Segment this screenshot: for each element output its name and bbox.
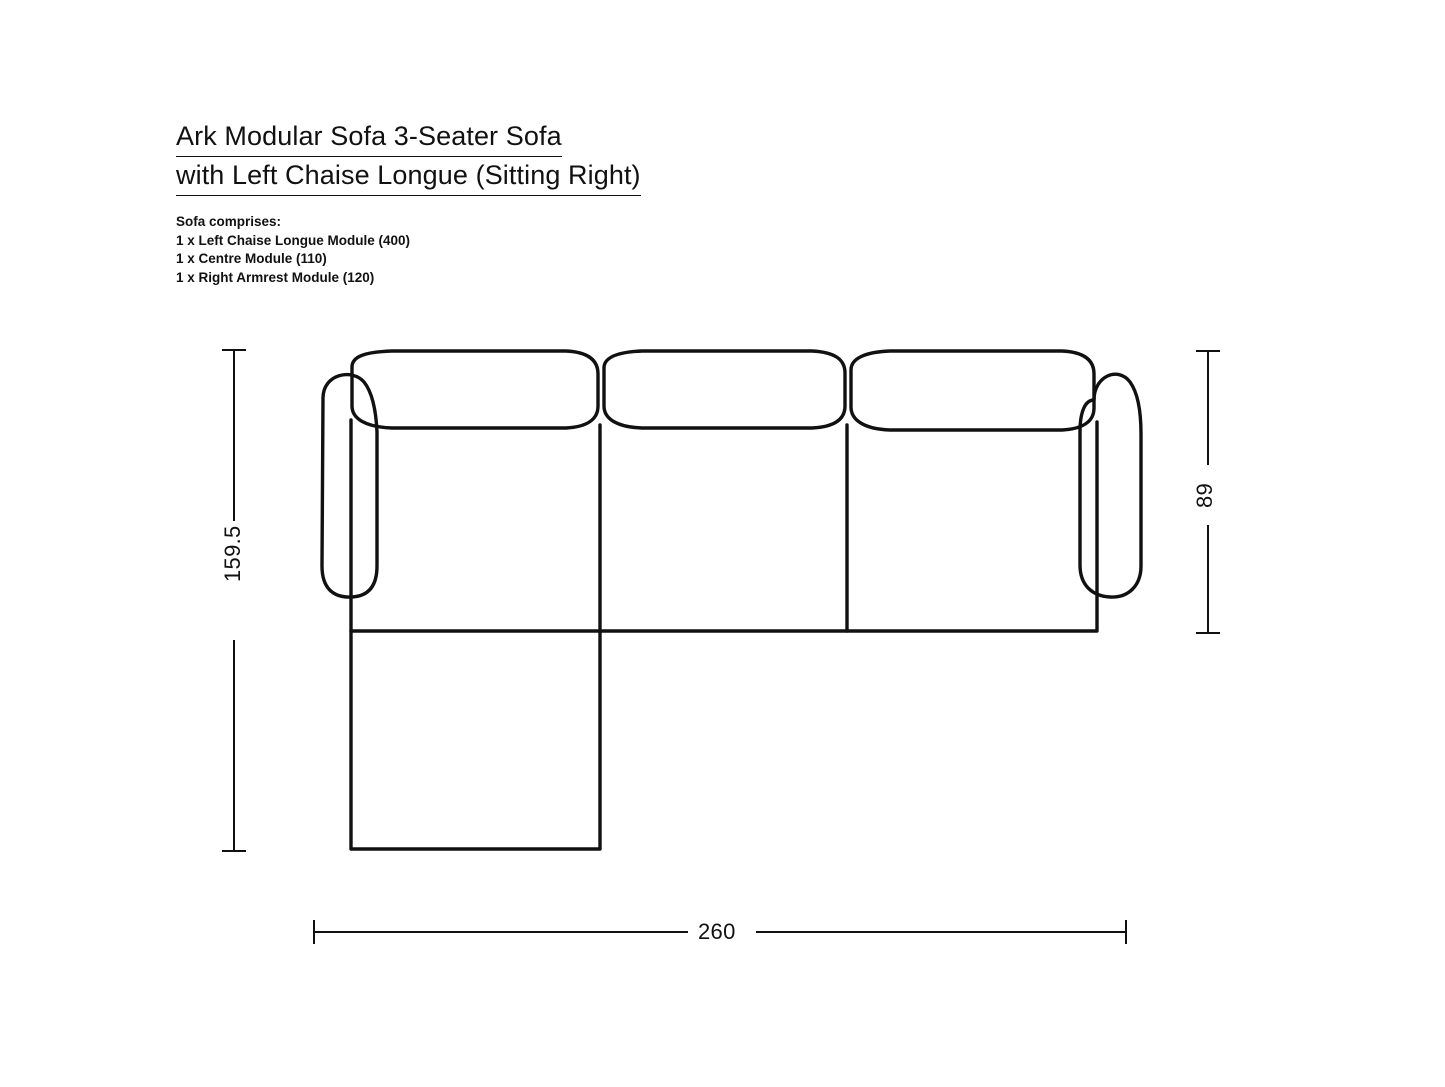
dimension-label-width: 260 — [694, 919, 740, 945]
title-line-2: with Left Chaise Longue (Sitting Right) — [176, 157, 641, 196]
dimension-lines — [222, 350, 1220, 944]
title-line-1: Ark Modular Sofa 3-Seater Sofa — [176, 118, 562, 157]
left-back-cushion-outline — [352, 351, 598, 428]
comprises-item-2: 1 x Centre Module (110) — [176, 251, 327, 266]
seat-body-outline — [351, 420, 1097, 631]
dimension-label-height: 89 — [1192, 479, 1218, 512]
right-armrest-outline — [1080, 374, 1141, 597]
centre-back-cushion-outline — [604, 351, 845, 428]
comprises-heading: Sofa comprises: — [176, 214, 282, 229]
comprises-item-3: 1 x Right Armrest Module (120) — [176, 269, 375, 285]
dimension-label-depth: 159.5 — [220, 521, 246, 586]
comprises-item-1: 1 x Left Chaise Longue Module (400) — [176, 232, 411, 248]
chaise-longue-outline — [351, 631, 600, 849]
right-back-cushion-outline — [851, 351, 1094, 430]
